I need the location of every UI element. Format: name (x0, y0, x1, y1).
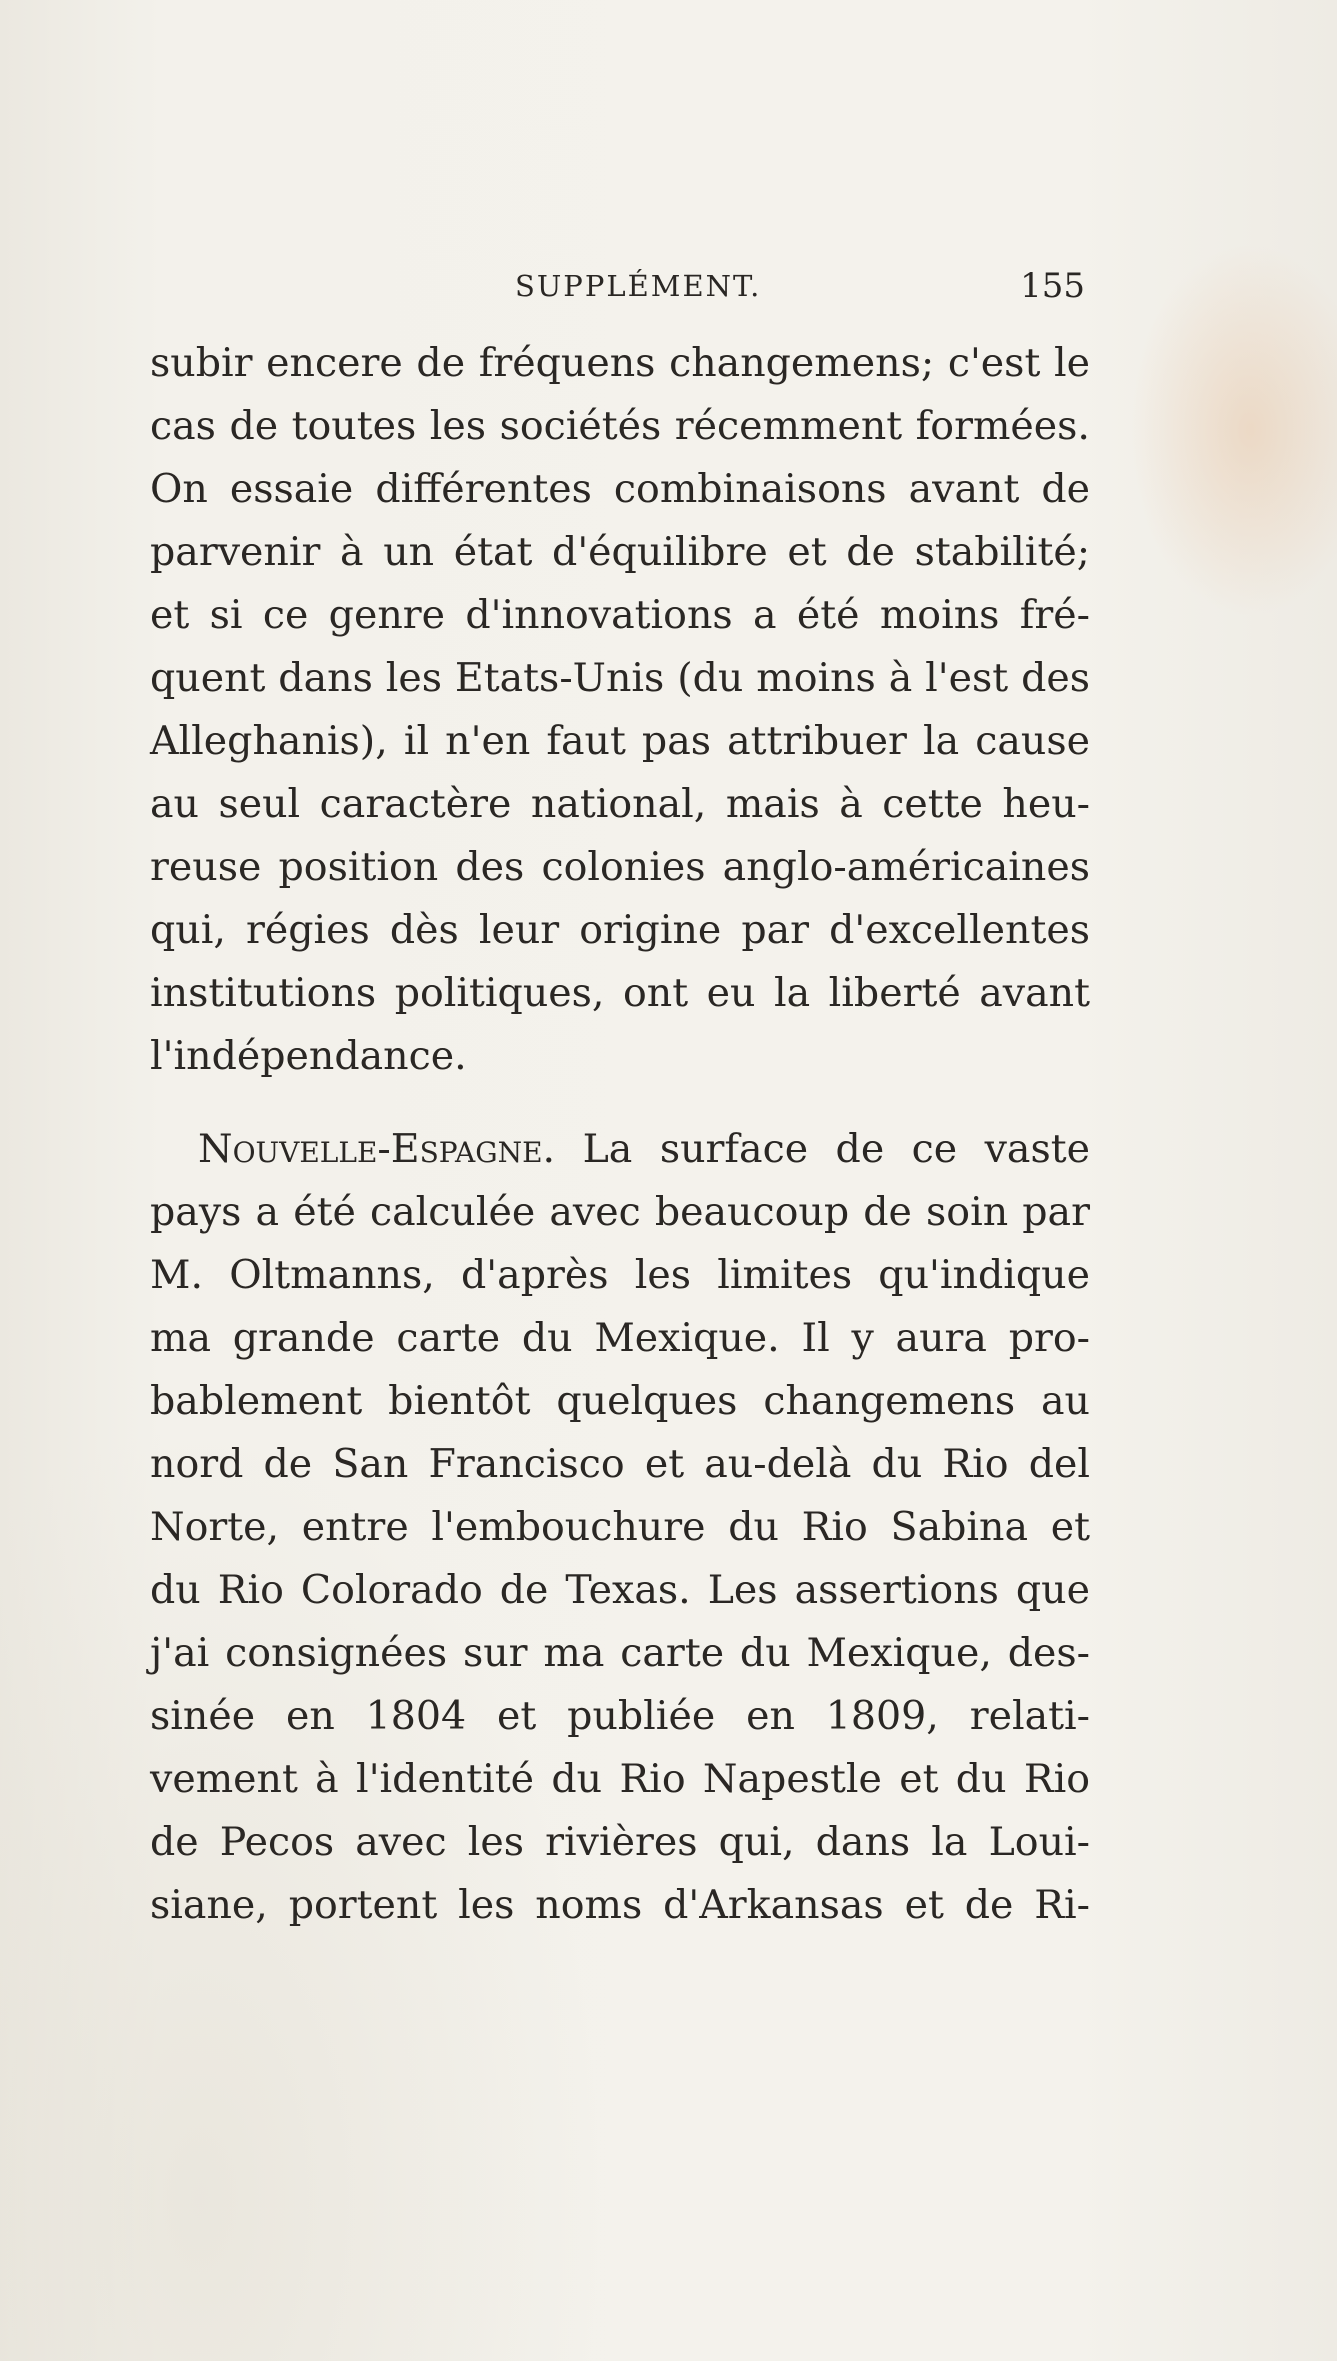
text-line: reuse position des colonies anglo-américaines (150, 844, 1090, 890)
text-line: subir encere de fréquens changemens; c'est le (150, 340, 1090, 386)
text-line: j'ai consignées sur ma carte du Mexique, des- (150, 1630, 1090, 1676)
text-line: de Pecos avec les rivières qui, dans la Loui- (150, 1819, 1090, 1865)
page-number: 155 (1020, 266, 1085, 306)
text-line: institutions politiques, ont eu la liberté avant (150, 970, 1090, 1016)
text-line: qui, régies dès leur origine par d'excellentes (150, 907, 1090, 953)
text-line: parvenir à un état d'équilibre et de stabilité; (150, 529, 1090, 575)
text-line: On essaie différentes combinaisons avant de (150, 466, 1090, 512)
text-line: vement à l'identité du Rio Napestle et du Rio (150, 1756, 1090, 1802)
text-line: du Rio Colorado de Texas. Les assertions que (150, 1567, 1090, 1613)
text-line: siane, portent les noms d'Arkansas et de Ri- (150, 1882, 1090, 1928)
text-line: ma grande carte du Mexique. Il y aura pro- (150, 1315, 1090, 1361)
paragraph-first-line (150, 1118, 1090, 1181)
running-head: SUPPLÉMENT. (515, 269, 762, 303)
text-run: La surface de ce vaste (555, 1126, 1090, 1172)
text-line: Norte, entre l'embouchure du Rio Sabina et (150, 1504, 1090, 1550)
text-line: et si ce genre d'innovations a été moins fré- (150, 592, 1090, 638)
text-line: quent dans les Etats-Unis (du moins à l'est des (150, 655, 1090, 701)
text-line: nord de San Francisco et au-delà du Rio del (150, 1441, 1090, 1487)
page-header (150, 262, 1085, 310)
text-line: pays a été calculée avec beaucoup de soin par (150, 1189, 1090, 1235)
text-line: l'indépendance. (150, 1033, 467, 1079)
paragraph-gap (150, 1088, 1090, 1118)
text-line: Alleghanis), il n'en faut pas attribuer la cause (150, 718, 1090, 764)
text-line: cas de toutes les sociétés récemment formées. (150, 403, 1090, 449)
body-text (150, 332, 1090, 1937)
text-line: M. Oltmanns, d'après les limites qu'indique (150, 1252, 1090, 1298)
text-line: sinée en 1804 et publiée en 1809, relati- (150, 1693, 1090, 1739)
text-line: au seul caractère national, mais à cette heu- (150, 781, 1090, 827)
section-heading: Nouvelle-Espagne. (198, 1126, 556, 1172)
text-line: bablement bientôt quelques changemens au (150, 1378, 1090, 1424)
